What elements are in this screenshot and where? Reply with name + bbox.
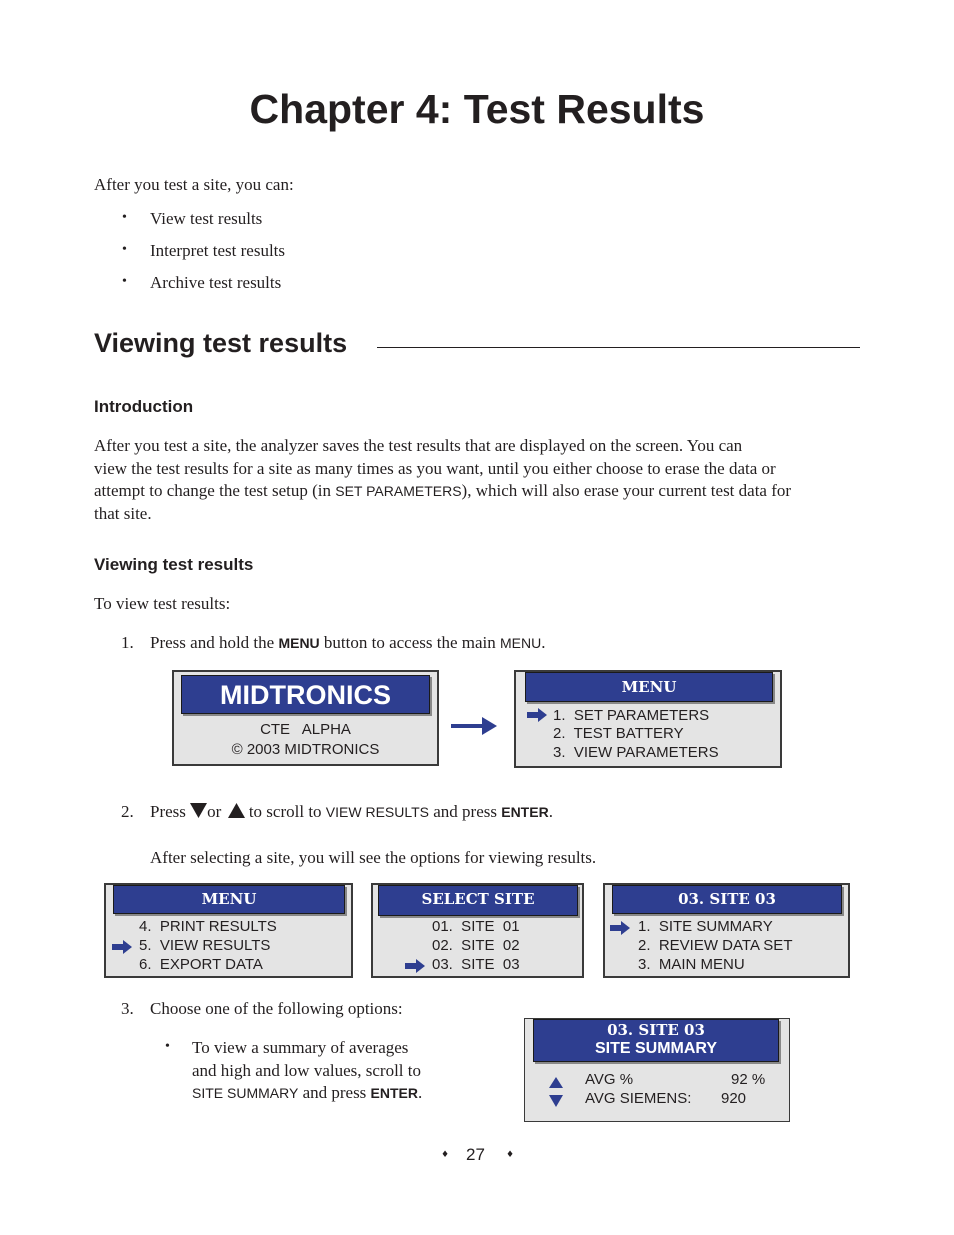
intro-text: After you test a site, you can: <box>94 175 294 194</box>
page-number: 27 <box>466 1145 485 1164</box>
menu-item: 3. VIEW PARAMETERS <box>553 744 719 761</box>
introduction-text: ), which will also erase your current test data for <box>461 481 792 500</box>
option-1-line-3 <box>192 1081 422 1105</box>
list-item: View test results <box>150 209 263 228</box>
step-text: to scroll to <box>244 802 326 821</box>
menu-item: 4. PRINT RESULTS <box>139 918 277 935</box>
menu-term: MENU <box>500 635 542 651</box>
page-ornament: ♦ <box>441 1150 450 1160</box>
list-item: Interpret test results <box>150 241 286 260</box>
step-text: . <box>418 1083 423 1102</box>
introduction-text: attempt to change the test setup (in <box>94 481 336 500</box>
next-arrow-icon <box>451 716 499 736</box>
summary-value: 92 % <box>731 1071 766 1088</box>
introduction-heading: Introduction <box>94 397 194 416</box>
menu-item: 5. VIEW RESULTS <box>139 937 271 954</box>
step-text: Press <box>150 802 191 821</box>
introduction-line-3 <box>94 479 791 503</box>
menu-item: 2. TEST BATTERY <box>553 725 684 742</box>
bullet-dot: • <box>122 274 127 289</box>
site-title: 03. SITE 03 <box>612 885 842 914</box>
option-1-line-2: and high and low values, scroll to <box>192 1061 421 1080</box>
step-text: and press <box>298 1083 371 1102</box>
step-number: 1. <box>121 633 134 652</box>
menu-key-label: MENU <box>278 635 320 651</box>
set-parameters-term: SET PARAMETERS <box>335 483 462 499</box>
menu-item: 6. EXPORT DATA <box>139 956 263 973</box>
enter-key-label: ENTER <box>501 804 549 820</box>
summary-subtitle: SITE SUMMARY <box>594 1040 718 1057</box>
introduction-line-4: that site. <box>94 504 152 523</box>
menu-screen <box>104 883 353 978</box>
summary-title: 03. SITE 03 <box>607 1021 705 1039</box>
site-item: 02. SITE 02 <box>432 937 520 954</box>
menu-title: MENU <box>113 885 345 914</box>
step-2-note: After selecting a site, you will see the options for viewing results. <box>150 848 597 867</box>
viewing-heading: Viewing test results <box>94 555 254 574</box>
bullet-dot: • <box>122 210 127 225</box>
chapter-title: Chapter 4: Test Results <box>249 86 705 132</box>
step-2-text <box>150 800 553 824</box>
section-title: Viewing test results <box>94 328 348 358</box>
site-option: 1. SITE SUMMARY <box>638 918 773 935</box>
step-1-text <box>150 631 546 655</box>
site-summary-term: SITE SUMMARY <box>192 1085 299 1101</box>
site-options-screen <box>603 883 850 978</box>
step-number: 2. <box>121 802 134 821</box>
bullet-dot: • <box>165 1039 170 1054</box>
site-option: 2. REVIEW DATA SET <box>638 937 793 954</box>
summary-value: 920 <box>721 1090 747 1107</box>
site-item: 01. SITE 01 <box>432 918 520 935</box>
step-3-text: Choose one of the following options: <box>150 999 403 1018</box>
site-item: 03. SITE 03 <box>432 956 520 973</box>
menu-item: 1. SET PARAMETERS <box>553 707 710 724</box>
selection-arrow-icon <box>111 940 133 954</box>
viewing-lead: To view test results: <box>94 594 231 613</box>
step-text: Press and hold the <box>150 633 279 652</box>
step-number: 3. <box>121 999 134 1018</box>
page-ornament: ♦ <box>506 1150 515 1160</box>
summary-label: AVG SIEMENS: <box>585 1090 692 1107</box>
down-arrow-icon <box>190 803 207 818</box>
site-option: 3. MAIN MENU <box>638 956 745 973</box>
introduction-line-2: view the test results for a site as many times as you want, until you either choose to erase the data or <box>94 459 776 478</box>
bullet-dot: • <box>122 242 127 257</box>
selection-arrow-icon <box>404 959 426 973</box>
selection-arrow-icon <box>526 708 548 722</box>
step-text: or <box>207 802 226 821</box>
step-text: and press <box>429 802 502 821</box>
brand-banner: MIDTRONICS <box>181 675 430 714</box>
introduction-line-1: After you test a site, the analyzer saves the test results that are displayed on the screen. You can <box>94 436 743 455</box>
select-site-screen <box>371 883 584 978</box>
selection-arrow-icon <box>609 921 631 935</box>
menu-title: MENU <box>525 672 773 702</box>
step-text: . <box>541 633 546 652</box>
select-site-title: SELECT SITE <box>378 885 578 916</box>
view-results-term: VIEW RESULTS <box>325 804 429 820</box>
site-summary-screen <box>524 1018 790 1122</box>
step-text: button to access the main <box>319 633 501 652</box>
summary-title-banner <box>533 1019 779 1062</box>
step-text: . <box>548 802 553 821</box>
summary-label: AVG % <box>585 1071 634 1088</box>
enter-key-label: ENTER <box>370 1085 418 1101</box>
option-1-line-1: To view a summary of averages <box>192 1038 409 1057</box>
splash-screen <box>172 670 439 766</box>
up-arrow-icon <box>228 803 245 818</box>
list-item: Archive test results <box>150 273 282 292</box>
scroll-arrows-icon <box>549 1077 563 1107</box>
splash-line-1: CTE ALPHA <box>260 721 351 738</box>
menu-screen <box>514 670 782 768</box>
splash-line-2: © 2003 MIDTRONICS <box>231 741 380 758</box>
section-rule <box>377 347 860 348</box>
